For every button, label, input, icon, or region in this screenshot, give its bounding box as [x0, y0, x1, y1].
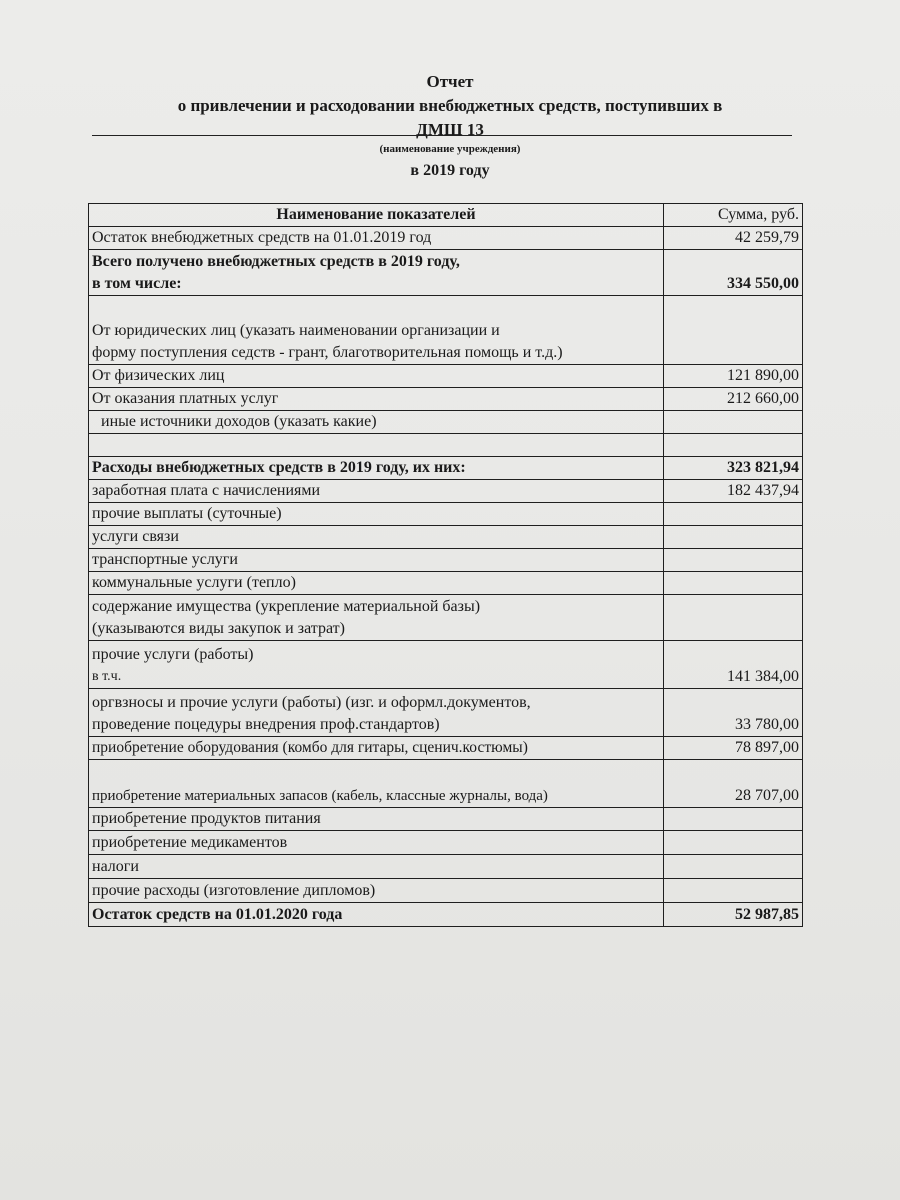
institution-name: ДМШ 13 [416, 120, 484, 139]
table-row [89, 641, 803, 689]
row-value: 334 550,00 [664, 250, 803, 296]
row-value: 28 707,00 [664, 760, 803, 808]
row-value: 52 987,85 [664, 903, 803, 927]
table-row [89, 480, 803, 503]
row-label: Остаток внебюджетных средств на 01.01.2019 год [89, 227, 664, 250]
row-label: приобретение продуктов питания [89, 808, 664, 831]
table-row [89, 831, 803, 855]
row-label [89, 434, 664, 457]
header-sum: Сумма, руб. [664, 204, 803, 227]
row-value [664, 549, 803, 572]
row-value: 78 897,00 [664, 737, 803, 760]
row-label: Расходы внебюджетных средств в 2019 году, их них: [89, 457, 664, 480]
row-value: 33 780,00 [664, 689, 803, 737]
row-value: 323 821,94 [664, 457, 803, 480]
report-table [88, 203, 803, 927]
row-label: приобретение оборудования (комбо для гитары, сценич.костюмы) [89, 737, 664, 760]
table-row [89, 365, 803, 388]
row-label: Остаток средств на 01.01.2020 года [89, 903, 664, 927]
table-row [89, 388, 803, 411]
row-label: услуги связи [89, 526, 664, 549]
row-label [89, 595, 664, 641]
row-value [664, 503, 803, 526]
row-value [664, 434, 803, 457]
row-label: заработная плата с начислениями [89, 480, 664, 503]
table-row [89, 549, 803, 572]
table-row [89, 434, 803, 457]
row-label: транспортные услуги [89, 549, 664, 572]
table-row [89, 526, 803, 549]
row-label: От оказания платных услуг [89, 388, 664, 411]
row-value [664, 411, 803, 434]
report-subtitle: о привлечении и расходовании внебюджетных средств, поступивших в [177, 96, 723, 115]
row-label-line: прочие услуги (работы) [92, 646, 254, 663]
row-label-line: оргвзносы и прочие услуги (работы) (изг. и оформл.документов, [92, 694, 531, 711]
table-header-row [89, 204, 803, 227]
table-row [89, 250, 803, 296]
row-value [664, 526, 803, 549]
row-label-line: в т.ч. [92, 669, 122, 684]
row-label: налоги [89, 855, 664, 879]
row-label-line: в том числе: [92, 275, 182, 292]
table-row [89, 595, 803, 641]
institution-caption: (наименование учреждения) [379, 143, 521, 155]
table-row [89, 572, 803, 595]
table-row [89, 737, 803, 760]
table-row [89, 689, 803, 737]
row-label: прочие выплаты (суточные) [89, 503, 664, 526]
institution-underline [92, 135, 792, 136]
table-row [89, 457, 803, 480]
row-value [664, 808, 803, 831]
row-value [664, 831, 803, 855]
table-row [89, 411, 803, 434]
row-value: 42 259,79 [664, 227, 803, 250]
row-label-line: содержание имущества (укрепление материальной базы) [92, 598, 481, 615]
table-row [89, 227, 803, 250]
header-name: Наименование показателей [89, 204, 664, 227]
row-value: 121 890,00 [664, 365, 803, 388]
table-row [89, 296, 803, 365]
row-value [664, 296, 803, 365]
row-label: прочие расходы (изготовление дипломов) [89, 879, 664, 903]
row-label-line: Всего получено внебюджетных средств в 2019 году, [92, 253, 460, 270]
row-label: От физических лиц [89, 365, 664, 388]
row-label: приобретение материальных запасов (кабель, классные журналы, вода) [89, 760, 664, 808]
row-label [89, 250, 664, 296]
row-label: иные источники доходов (указать какие) [89, 411, 664, 434]
row-label: коммунальные услуги (тепло) [89, 572, 664, 595]
row-label [89, 641, 664, 689]
row-value [664, 879, 803, 903]
table-row [89, 760, 803, 808]
row-label-line: проведение поцедуры внедрения проф.стандартов) [92, 716, 440, 733]
table-row [89, 808, 803, 831]
row-label [89, 689, 664, 737]
row-label-line: (указываются виды закупок и затрат) [92, 620, 345, 637]
row-value [664, 572, 803, 595]
row-label-line: форму поступления седств - грант, благотворительная помощь и т.д.) [92, 344, 563, 361]
table-row [89, 503, 803, 526]
row-value: 141 384,00 [664, 641, 803, 689]
table-row [89, 855, 803, 879]
table-row [89, 903, 803, 927]
row-value [664, 855, 803, 879]
report-year: в 2019 году [410, 162, 490, 179]
row-value [664, 595, 803, 641]
row-label [89, 296, 664, 365]
row-value: 212 660,00 [664, 388, 803, 411]
row-value: 182 437,94 [664, 480, 803, 503]
row-label-line: От юридических лиц (указать наименовании организации и [92, 322, 500, 339]
table-row [89, 879, 803, 903]
row-label: приобретение медикаментов [89, 831, 664, 855]
report-title: Отчет [426, 72, 474, 91]
